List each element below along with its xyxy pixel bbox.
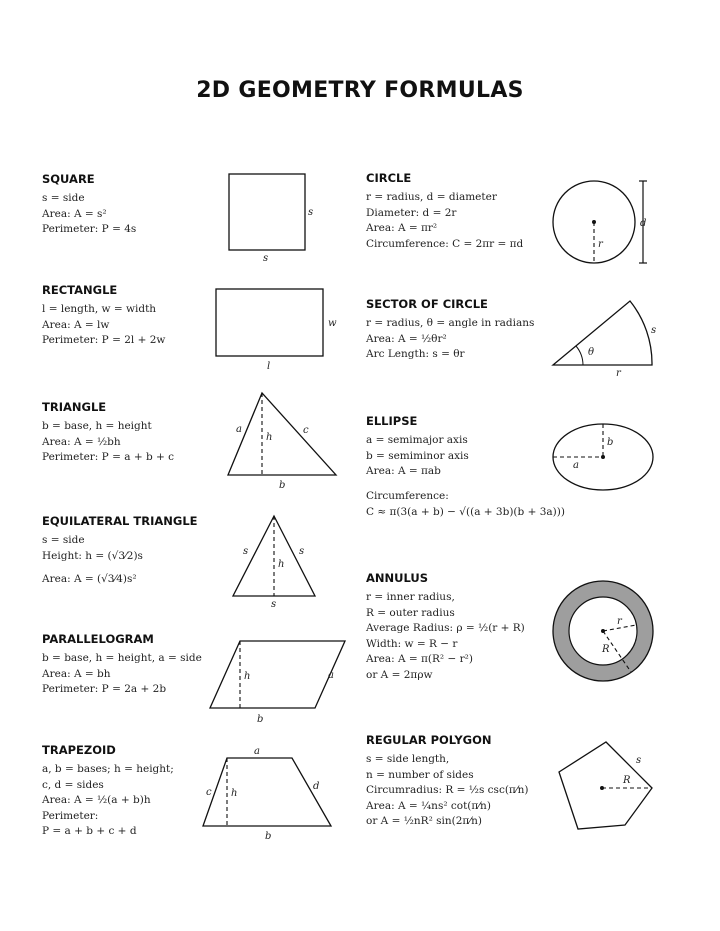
polygon-s-label: s: [636, 755, 642, 766]
formula-line: s = side: [42, 192, 85, 204]
rectangle-heading: RECTANGLE: [42, 283, 118, 297]
trapezoid-b-label: b: [265, 831, 272, 842]
rectangle-length-label: l: [267, 361, 271, 372]
sector-formulas: [366, 316, 534, 363]
square-side-label: s: [308, 207, 314, 218]
formula-line: Area: A = πr²: [366, 222, 438, 234]
trapezoid-a-label: a: [254, 746, 260, 757]
parallelogram-figure: [203, 633, 353, 728]
ellipse-b-label: b: [607, 437, 614, 448]
formula-line: Arc Length: s = θr: [366, 348, 465, 360]
formula-line: Diameter: d = 2r: [366, 206, 457, 219]
formula-line: Area: A = (√3⁄4)s²: [42, 573, 137, 585]
formula-line: b = base, h = height, a = side: [42, 652, 202, 664]
trapezoid-heading: TRAPEZOID: [42, 743, 116, 757]
formula-line: Perimeter: P = 2l + 2w: [42, 334, 166, 346]
formula-line: Average Radius: ρ = ½(r + R): [366, 622, 525, 634]
annulus-R-label: R: [602, 644, 610, 655]
formula-line: Perimeter:: [42, 809, 99, 822]
formula-line: Area: A = πab: [366, 465, 441, 477]
formula-line: r = inner radius,: [366, 591, 455, 603]
parallelogram-b-label: b: [257, 714, 264, 725]
formula-line: Perimeter: P = 4s: [42, 223, 137, 235]
triangle-formulas: [42, 419, 174, 466]
trapezoid-d-label: d: [313, 781, 320, 792]
parallelogram-h-label: h: [244, 671, 251, 682]
ellipse-circumference: [366, 489, 565, 520]
trapezoid-formulas: [42, 762, 174, 840]
formula-line: Area: A = ½θr²: [366, 332, 447, 345]
trapezoid-figure: [196, 742, 346, 842]
trapezoid-h-label: h: [231, 788, 238, 799]
ellipse-a-label: a: [573, 460, 579, 471]
circle-heading: CIRCLE: [366, 171, 412, 185]
triangle-b-label: b: [279, 480, 286, 491]
formula-line: Area: A = π(R² − r²): [366, 653, 473, 665]
parallelogram-heading: PARALLELOGRAM: [42, 632, 154, 646]
formula-line: Area: A = ¼ns² cot(π⁄n): [366, 799, 491, 812]
circle-r-label: r: [598, 239, 603, 250]
ellipse-figure: [545, 415, 665, 500]
formula-line: n = number of sides: [366, 768, 474, 781]
polygon-heading: REGULAR POLYGON: [366, 733, 492, 747]
triangle-h-label: h: [266, 432, 273, 443]
page-title: 2D GEOMETRY FORMULAS: [196, 78, 524, 103]
equilateral-right-label: s: [299, 546, 305, 557]
formula-line: b = semiminor axis: [366, 449, 469, 462]
ellipse-formulas: [366, 433, 469, 480]
equilateral-figure: [225, 508, 325, 613]
square-figure: [220, 165, 330, 265]
trapezoid-c-label: c: [206, 787, 212, 798]
annulus-r-label: r: [617, 616, 622, 627]
annulus-heading: ANNULUS: [366, 571, 429, 585]
square-heading: SQUARE: [42, 172, 95, 186]
ellipse-heading: ELLIPSE: [366, 414, 418, 428]
formula-line: Perimeter: P = a + b + c: [42, 451, 175, 463]
equilateral-bottom-label: s: [271, 599, 277, 610]
rectangle-figure: [210, 283, 350, 378]
formula-line: Area: A = lw: [42, 318, 110, 331]
polygon-formulas: [366, 752, 528, 830]
formula-line: or A = ½nR² sin(2π⁄n): [366, 815, 482, 827]
formula-line: Height: h = (√3⁄2)s: [42, 549, 143, 562]
circle-d-label: d: [640, 218, 647, 229]
formula-line: Width: w = R − r: [366, 637, 458, 650]
sector-s-label: s: [651, 325, 657, 336]
formula-line: Circumradius: R = ½s csc(π⁄n): [366, 784, 529, 796]
triangle-c-label: c: [303, 425, 309, 436]
sector-heading: SECTOR OF CIRCLE: [366, 297, 488, 311]
triangle-figure: [220, 385, 350, 495]
formula-line: Area: A = s²: [42, 207, 107, 220]
sector-angle-arc: [576, 346, 583, 365]
formula-line: Area: A = ½(a + b)h: [42, 794, 151, 806]
annulus-formulas: [366, 590, 525, 683]
square-formulas: [42, 191, 136, 238]
rectangle-shape: [216, 289, 323, 356]
formula-line: l = length, w = width: [42, 303, 157, 315]
parallelogram-shape: [210, 641, 345, 708]
sector-figure: [545, 293, 670, 383]
formula-line: R = outer radius: [366, 606, 455, 619]
formula-line: Area: A = ½bh: [42, 435, 121, 448]
formula-line: s = side length,: [366, 753, 450, 765]
equilateral-heading: EQUILATERAL TRIANGLE: [42, 514, 198, 528]
polygon-R-label: R: [623, 775, 631, 786]
circle-formulas: [366, 190, 523, 252]
triangle-shape: [228, 393, 336, 475]
formula-line: a, b = bases; h = height;: [42, 763, 174, 775]
formula-line: s = side: [42, 534, 85, 546]
equilateral-left-label: s: [243, 546, 249, 557]
triangle-heading: TRIANGLE: [42, 400, 107, 414]
circle-figure: [545, 175, 665, 275]
sector-r-label: r: [616, 368, 621, 379]
trapezoid-shape: [203, 758, 331, 826]
polygon-figure: [552, 735, 667, 835]
rectangle-width-label: w: [328, 318, 337, 329]
annulus-figure: [545, 576, 665, 691]
formula-line: r = radius, θ = angle in radians: [366, 317, 535, 329]
parallelogram-a-label: a: [328, 670, 334, 681]
triangle-a-label: a: [236, 424, 242, 435]
formula-line: Circumference:: [366, 490, 449, 502]
formula-line: b = base, h = height: [42, 420, 152, 432]
equilateral-h-label: h: [278, 559, 285, 570]
formula-line: c, d = sides: [42, 778, 104, 791]
square-shape: [229, 174, 305, 250]
formula-line: r = radius, d = diameter: [366, 191, 497, 203]
sector-theta-label: θ: [588, 347, 595, 358]
square-bottom-label: s: [263, 253, 269, 264]
sector-shape: [553, 301, 652, 365]
formula-line: a = semimajor axis: [366, 434, 468, 446]
rectangle-formulas: [42, 302, 165, 349]
formula-line: Area: A = bh: [42, 667, 111, 680]
parallelogram-formulas: [42, 651, 202, 698]
equilateral-formulas: [42, 533, 143, 588]
formula-line: Perimeter: P = 2a + 2b: [42, 683, 167, 695]
formula-line: Circumference: C = 2πr = πd: [366, 237, 524, 250]
formula-line: or A = 2πρw: [366, 668, 433, 681]
formula-line: P = a + b + c + d: [42, 825, 137, 837]
formula-line: C ≈ π(3(a + b) − √((a + 3b)(b + 3a))): [366, 505, 565, 518]
